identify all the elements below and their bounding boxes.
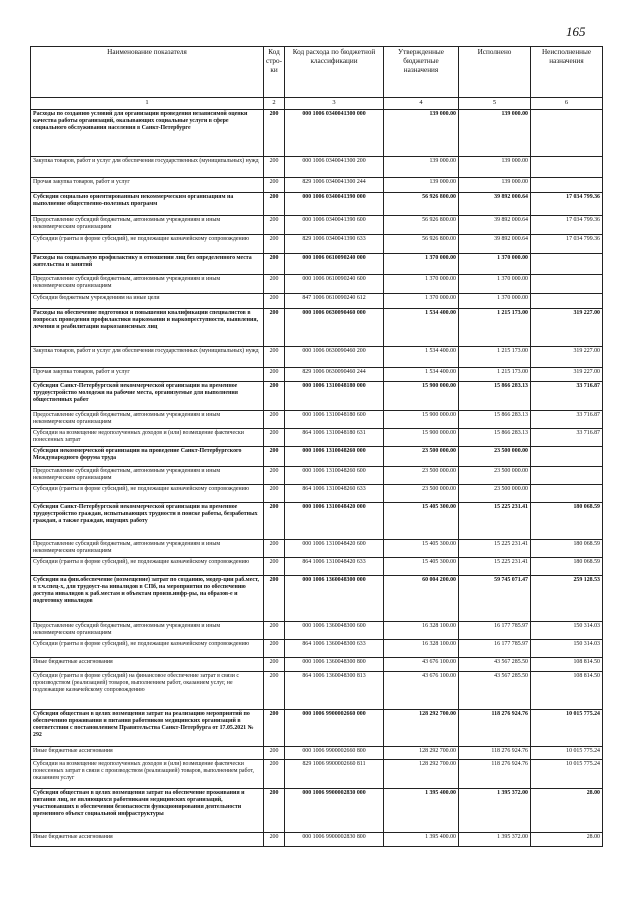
row-line-code-cell: 200 [264,672,285,710]
table-row [31,576,603,622]
row-name-cell: Предоставление субсидий бюджетным, автономным учреждениям и иным некоммерческим организациям [31,467,264,485]
row-unexecuted-cell: 319 227.00 [531,368,603,382]
row-unexecuted-cell: 10 015 775.24 [531,760,603,789]
row-line-code-cell: 200 [264,833,285,847]
row-line-code-cell: 200 [264,540,285,558]
row-line-code-cell: 200 [264,294,285,309]
row-budget-code-cell: 000 1006 0340041390 000 [285,193,384,216]
row-unexecuted-cell [531,485,603,503]
row-budget-code-cell: 000 1006 0610090240 000 [285,254,384,275]
row-budget-code-cell: 000 1006 1310048180 600 [285,411,384,429]
row-executed-cell: 1 395 372.00 [459,833,531,847]
row-line-code-cell: 200 [264,576,285,622]
row-executed-cell: 39 892 000.64 [459,193,531,216]
row-unexecuted-cell [531,467,603,485]
row-unexecuted-cell: 180 068.59 [531,503,603,540]
row-budget-code-cell: 000 1006 9900002830 800 [285,833,384,847]
row-name-cell: Субсидии социально ориентированным некоммерческим организациям на выполнение общественно-полезных программ [31,193,264,216]
row-line-code-cell: 200 [264,710,285,747]
row-unexecuted-cell: 10 015 775.24 [531,710,603,747]
row-unexecuted-cell: 180 068.59 [531,558,603,576]
row-approved-cell: 23 500 000.00 [384,447,459,467]
page-number: 165 [566,24,586,39]
row-unexecuted-cell [531,157,603,178]
row-budget-code-cell: 864 1006 1360048300 813 [285,672,384,710]
row-budget-code-cell: 864 1006 1310048180 631 [285,429,384,447]
row-budget-code-cell: 829 1006 0340041300 244 [285,178,384,193]
table-row [31,640,603,658]
row-name-cell: Предоставление субсидий бюджетным, автономным учреждениям и иным некоммерческим организациям [31,411,264,429]
row-approved-cell: 1 534 400.00 [384,309,459,347]
row-approved-cell: 128 292 700.00 [384,760,459,789]
row-executed-cell: 1 370 000.00 [459,254,531,275]
row-line-code-cell: 200 [264,309,285,347]
row-line-code-cell: 200 [264,558,285,576]
row-approved-cell: 1 370 000.00 [384,275,459,294]
header-approved: Утвержденные бюджетные назначения [384,47,459,98]
row-executed-cell: 16 177 785.97 [459,640,531,658]
row-name-cell: Предоставление субсидий бюджетным, автономным учреждениям и иным некоммерческим организациям [31,275,264,294]
column-numbers-row [31,98,603,110]
row-line-code-cell: 200 [264,485,285,503]
row-approved-cell: 1 370 000.00 [384,254,459,275]
table-row [31,558,603,576]
table-row [31,347,603,368]
row-name-cell: Субсидии на возмещение недополученных доходов и (или) возмещение фактически понесенных затрат [31,429,264,447]
row-line-code-cell: 200 [264,467,285,485]
row-executed-cell: 39 892 000.64 [459,216,531,235]
row-name-cell: Иные бюджетные ассигнования [31,833,264,847]
column-number: 5 [459,98,531,110]
row-unexecuted-cell: 108 814.50 [531,658,603,672]
row-budget-code-cell: 000 1006 1310048260 600 [285,467,384,485]
row-approved-cell: 15 405 300.00 [384,503,459,540]
row-line-code-cell: 200 [264,411,285,429]
row-approved-cell: 56 926 800.00 [384,216,459,235]
row-unexecuted-cell: 33 716.87 [531,429,603,447]
row-approved-cell: 15 900 000.00 [384,411,459,429]
row-budget-code-cell: 000 1006 0340041390 600 [285,216,384,235]
row-name-cell: Субсидии (гранты в форме субсидий), не подлежащие казначейскому сопровождению [31,485,264,503]
row-line-code-cell: 200 [264,110,285,157]
column-number: 4 [384,98,459,110]
row-unexecuted-cell [531,294,603,309]
row-name-cell: Расходы на обеспечение подготовки и повышения квалификации специалистов в вопросах проведения профилактики наркомании и наркопреступности, выявления, лечения и реабилитации наркозависимых лиц [31,309,264,347]
row-unexecuted-cell: 17 034 799.36 [531,193,603,216]
row-executed-cell: 23 500 000.00 [459,447,531,467]
row-approved-cell: 23 500 000.00 [384,485,459,503]
table-row [31,411,603,429]
table-row [31,216,603,235]
row-executed-cell: 23 500 000.00 [459,467,531,485]
row-unexecuted-cell [531,254,603,275]
row-line-code-cell: 200 [264,429,285,447]
table-row [31,157,603,178]
row-approved-cell: 15 900 000.00 [384,429,459,447]
row-executed-cell: 15 225 231.41 [459,540,531,558]
header-line-code: Код стро-ки [264,47,285,98]
row-line-code-cell: 200 [264,368,285,382]
row-approved-cell: 1 370 000.00 [384,294,459,309]
row-executed-cell: 118 276 924.76 [459,747,531,760]
row-budget-code-cell: 000 1006 1360048300 000 [285,576,384,622]
row-budget-code-cell: 000 1006 1360048300 600 [285,622,384,640]
row-line-code-cell: 200 [264,658,285,672]
table-row [31,235,603,254]
row-unexecuted-cell: 150 314.03 [531,622,603,640]
row-budget-code-cell: 829 1006 0340041390 633 [285,235,384,254]
row-unexecuted-cell: 319 227.00 [531,309,603,347]
table-row [31,760,603,789]
header-budget-code: Код расхода по бюджетной классификации [285,47,384,98]
row-budget-code-cell: 000 1006 1310048260 000 [285,447,384,467]
row-budget-code-cell: 000 1006 9900002660 000 [285,710,384,747]
row-name-cell: Закупка товаров, работ и услуг для обеспечения государственных (муниципальных) нужд [31,347,264,368]
row-executed-cell: 59 745 071.47 [459,576,531,622]
table-row [31,540,603,558]
row-name-cell: Субсидии на возмещение недополученных доходов и (или) возмещение фактически понесенных затрат в связи с производством (реализацией) товаров, выполнением работ, оказанием услуг [31,760,264,789]
row-budget-code-cell: 864 1006 1310048260 633 [285,485,384,503]
table-row [31,294,603,309]
table-row [31,110,603,157]
row-unexecuted-cell [531,110,603,157]
row-executed-cell: 15 225 231.41 [459,503,531,540]
row-line-code-cell: 200 [264,275,285,294]
row-unexecuted-cell: 10 015 775.24 [531,747,603,760]
row-approved-cell: 16 328 100.00 [384,640,459,658]
row-name-cell: Иные бюджетные ассигнования [31,747,264,760]
row-executed-cell: 118 276 924.76 [459,710,531,747]
row-line-code-cell: 200 [264,640,285,658]
row-line-code-cell: 200 [264,347,285,368]
row-executed-cell: 16 177 785.97 [459,622,531,640]
row-budget-code-cell: 000 1006 1310048420 600 [285,540,384,558]
row-executed-cell: 118 276 924.76 [459,760,531,789]
row-executed-cell: 15 225 231.41 [459,558,531,576]
row-line-code-cell: 200 [264,447,285,467]
row-name-cell: Прочая закупка товаров, работ и услуг [31,368,264,382]
row-budget-code-cell: 000 1006 9900002830 000 [285,789,384,833]
row-line-code-cell: 200 [264,157,285,178]
row-executed-cell: 1 395 372.00 [459,789,531,833]
row-line-code-cell: 200 [264,235,285,254]
table-row [31,429,603,447]
row-budget-code-cell: 000 1006 1310048420 000 [285,503,384,540]
row-budget-code-cell: 829 1006 9900002660 811 [285,760,384,789]
row-approved-cell: 23 500 000.00 [384,467,459,485]
row-approved-cell: 56 926 800.00 [384,193,459,216]
row-approved-cell: 1 534 400.00 [384,368,459,382]
row-budget-code-cell: 864 1006 1310048420 633 [285,558,384,576]
row-budget-code-cell: 000 1006 0340041300 200 [285,157,384,178]
row-budget-code-cell: 000 1006 9900002660 800 [285,747,384,760]
row-approved-cell: 56 926 800.00 [384,235,459,254]
row-name-cell: Расходы на социальную профилактику в отношении лиц без определенного места жительства и занятий [31,254,264,275]
header-unexecuted: Неисполненные назначения [531,47,603,98]
row-unexecuted-cell: 319 227.00 [531,347,603,368]
row-approved-cell: 43 676 100.00 [384,672,459,710]
row-name-cell: Субсидия обществам в целях возмещения затрат на реализацию мероприятий по обеспечению проживания и питания работников медицинских организаций в соответствии с постановлением Правительства Санкт-Петербурга от 17.05.2021 № 292 [31,710,264,747]
row-line-code-cell: 200 [264,622,285,640]
table-row [31,747,603,760]
row-executed-cell: 139 000.00 [459,110,531,157]
table-row [31,672,603,710]
row-unexecuted-cell: 108 814.50 [531,672,603,710]
row-unexecuted-cell [531,447,603,467]
table-row [31,178,603,193]
table-row [31,447,603,467]
row-executed-cell: 1 215 173.00 [459,309,531,347]
table-row [31,503,603,540]
row-budget-code-cell: 000 1006 1310048180 000 [285,382,384,411]
row-approved-cell: 128 292 700.00 [384,710,459,747]
table-row [31,275,603,294]
row-line-code-cell: 200 [264,760,285,789]
row-budget-code-cell: 000 1006 1360048300 800 [285,658,384,672]
row-executed-cell: 139 000.00 [459,178,531,193]
table-row [31,658,603,672]
row-unexecuted-cell [531,178,603,193]
row-unexecuted-cell: 17 034 799.36 [531,235,603,254]
row-unexecuted-cell: 17 034 799.36 [531,216,603,235]
row-name-cell: Иные бюджетные ассигнования [31,658,264,672]
table-row [31,193,603,216]
row-approved-cell: 43 676 100.00 [384,658,459,672]
row-line-code-cell: 200 [264,747,285,760]
row-line-code-cell: 200 [264,216,285,235]
column-number: 1 [31,98,264,110]
row-unexecuted-cell: 150 314.03 [531,640,603,658]
row-executed-cell: 23 500 000.00 [459,485,531,503]
column-number: 2 [264,98,285,110]
row-approved-cell: 139 000.00 [384,157,459,178]
row-name-cell: Субсидия некоммерческой организации на проведение Санкт-Петербургского Международного форума труда [31,447,264,467]
row-name-cell: Субсидии бюджетным учреждениям на иные цели [31,294,264,309]
row-unexecuted-cell: 259 128.53 [531,576,603,622]
table-row [31,382,603,411]
row-budget-code-cell: 000 1006 0630090460 000 [285,309,384,347]
row-line-code-cell: 200 [264,382,285,411]
row-name-cell: Субсидии (гранты в форме субсидий), не подлежащие казначейскому сопровождению [31,640,264,658]
column-number: 6 [531,98,603,110]
row-line-code-cell: 200 [264,193,285,216]
row-approved-cell: 16 328 100.00 [384,622,459,640]
budget-execution-table [30,46,603,847]
row-name-cell: Субсидия обществам в целях возмещения затрат на обеспечение проживания и питания лиц, не являющихся работниками медицинских организаций, участвовавших в обеспечении безопасности функционирования деятельности временного объект социальной инфраструктуры [31,789,264,833]
row-name-cell: Предоставление субсидий бюджетным, автономным учреждениям и иным некоммерческим организациям [31,622,264,640]
row-approved-cell: 1 395 400.00 [384,833,459,847]
row-name-cell: Прочая закупка товаров, работ и услуг [31,178,264,193]
row-approved-cell: 1 395 400.00 [384,789,459,833]
row-unexecuted-cell: 28.00 [531,789,603,833]
header-row [31,47,603,98]
column-number: 3 [285,98,384,110]
table-body [31,110,603,847]
row-executed-cell: 43 567 285.50 [459,672,531,710]
row-executed-cell: 15 866 283.13 [459,411,531,429]
row-budget-code-cell: 864 1006 1360048300 633 [285,640,384,658]
row-executed-cell: 39 892 000.64 [459,235,531,254]
header-executed: Исполнено [459,47,531,98]
row-executed-cell: 15 866 283.13 [459,429,531,447]
row-name-cell: Субсидия Санкт-Петербургской некоммерческой организации на временное трудоустройство молодежи на рабочие места, организуемые для выполнения общественных работ [31,382,264,411]
table-row [31,485,603,503]
row-name-cell: Субсидия Санкт-Петербургской некоммерческой организации на временное трудоустройство граждан, испытывающих трудности в поиске работы, безработных граждан, а также граждан, ищущих работу [31,503,264,540]
table-row [31,254,603,275]
row-line-code-cell: 200 [264,503,285,540]
row-name-cell: Субсидии на фин.обеспечение (возмещение) затрат по созданию, модер-ции раб.мест, в т.ч.спец-х, для трудоуст-ва инвалидов в СПб, на мероприятия по обеспечению доступа инвалидов к раб.местам и объектам произв.инфр-ры, на образов-е и подготовку инвалидов [31,576,264,622]
row-executed-cell: 15 866 283.13 [459,382,531,411]
row-executed-cell: 1 370 000.00 [459,294,531,309]
row-line-code-cell: 200 [264,178,285,193]
table-row [31,467,603,485]
row-name-cell: Предоставление субсидий бюджетным, автономным учреждениям и иным некоммерческим организациям [31,540,264,558]
row-name-cell: Субсидии (гранты в форме субсидий) на финансовое обеспечение затрат в связи с производством (реализацией) товаров, выполнением работ, оказанием услуг, не подлежащие казначейскому сопровождению [31,672,264,710]
row-name-cell: Субсидии (гранты в форме субсидий), не подлежащие казначейскому сопровождению [31,558,264,576]
row-executed-cell: 1 215 173.00 [459,347,531,368]
header-indicator-name: Наименование показателя [31,47,264,98]
row-approved-cell: 60 004 200.00 [384,576,459,622]
row-executed-cell: 1 215 173.00 [459,368,531,382]
table-row [31,622,603,640]
table-row [31,309,603,347]
row-unexecuted-cell: 180 068.59 [531,540,603,558]
row-budget-code-cell: 847 1006 0610090240 612 [285,294,384,309]
row-name-cell: Субсидии (гранты в форме субсидий), не подлежащие казначейскому сопровождению [31,235,264,254]
row-unexecuted-cell: 33 716.87 [531,382,603,411]
row-unexecuted-cell: 33 716.87 [531,411,603,429]
row-line-code-cell: 200 [264,254,285,275]
row-approved-cell: 15 900 000.00 [384,382,459,411]
row-budget-code-cell: 000 1006 0340041300 000 [285,110,384,157]
row-approved-cell: 1 534 400.00 [384,347,459,368]
row-name-cell: Предоставление субсидий бюджетным, автономным учреждениям и иным некоммерческим организациям [31,216,264,235]
row-approved-cell: 15 405 300.00 [384,540,459,558]
row-unexecuted-cell: 28.00 [531,833,603,847]
row-budget-code-cell: 000 1006 0610090240 600 [285,275,384,294]
row-budget-code-cell: 829 1006 0630090460 244 [285,368,384,382]
row-name-cell: Закупка товаров, работ и услуг для обеспечения государственных (муниципальных) нужд [31,157,264,178]
row-budget-code-cell: 000 1006 0630090460 200 [285,347,384,368]
row-executed-cell: 43 567 285.50 [459,658,531,672]
row-line-code-cell: 200 [264,789,285,833]
table-row [31,368,603,382]
row-approved-cell: 128 292 700.00 [384,747,459,760]
table-row [31,710,603,747]
row-executed-cell: 1 370 000.00 [459,275,531,294]
row-unexecuted-cell [531,275,603,294]
table-row [31,789,603,833]
table-row [31,833,603,847]
row-approved-cell: 139 000.00 [384,110,459,157]
row-approved-cell: 15 405 300.00 [384,558,459,576]
row-executed-cell: 139 000.00 [459,157,531,178]
row-approved-cell: 139 000.00 [384,178,459,193]
row-name-cell: Расходы по созданию условий для организации проведения независимой оценки качества работы организаций, оказывающих социальные услуги в сфере социального обслуживания населения в Санкт-Петербурге [31,110,264,157]
